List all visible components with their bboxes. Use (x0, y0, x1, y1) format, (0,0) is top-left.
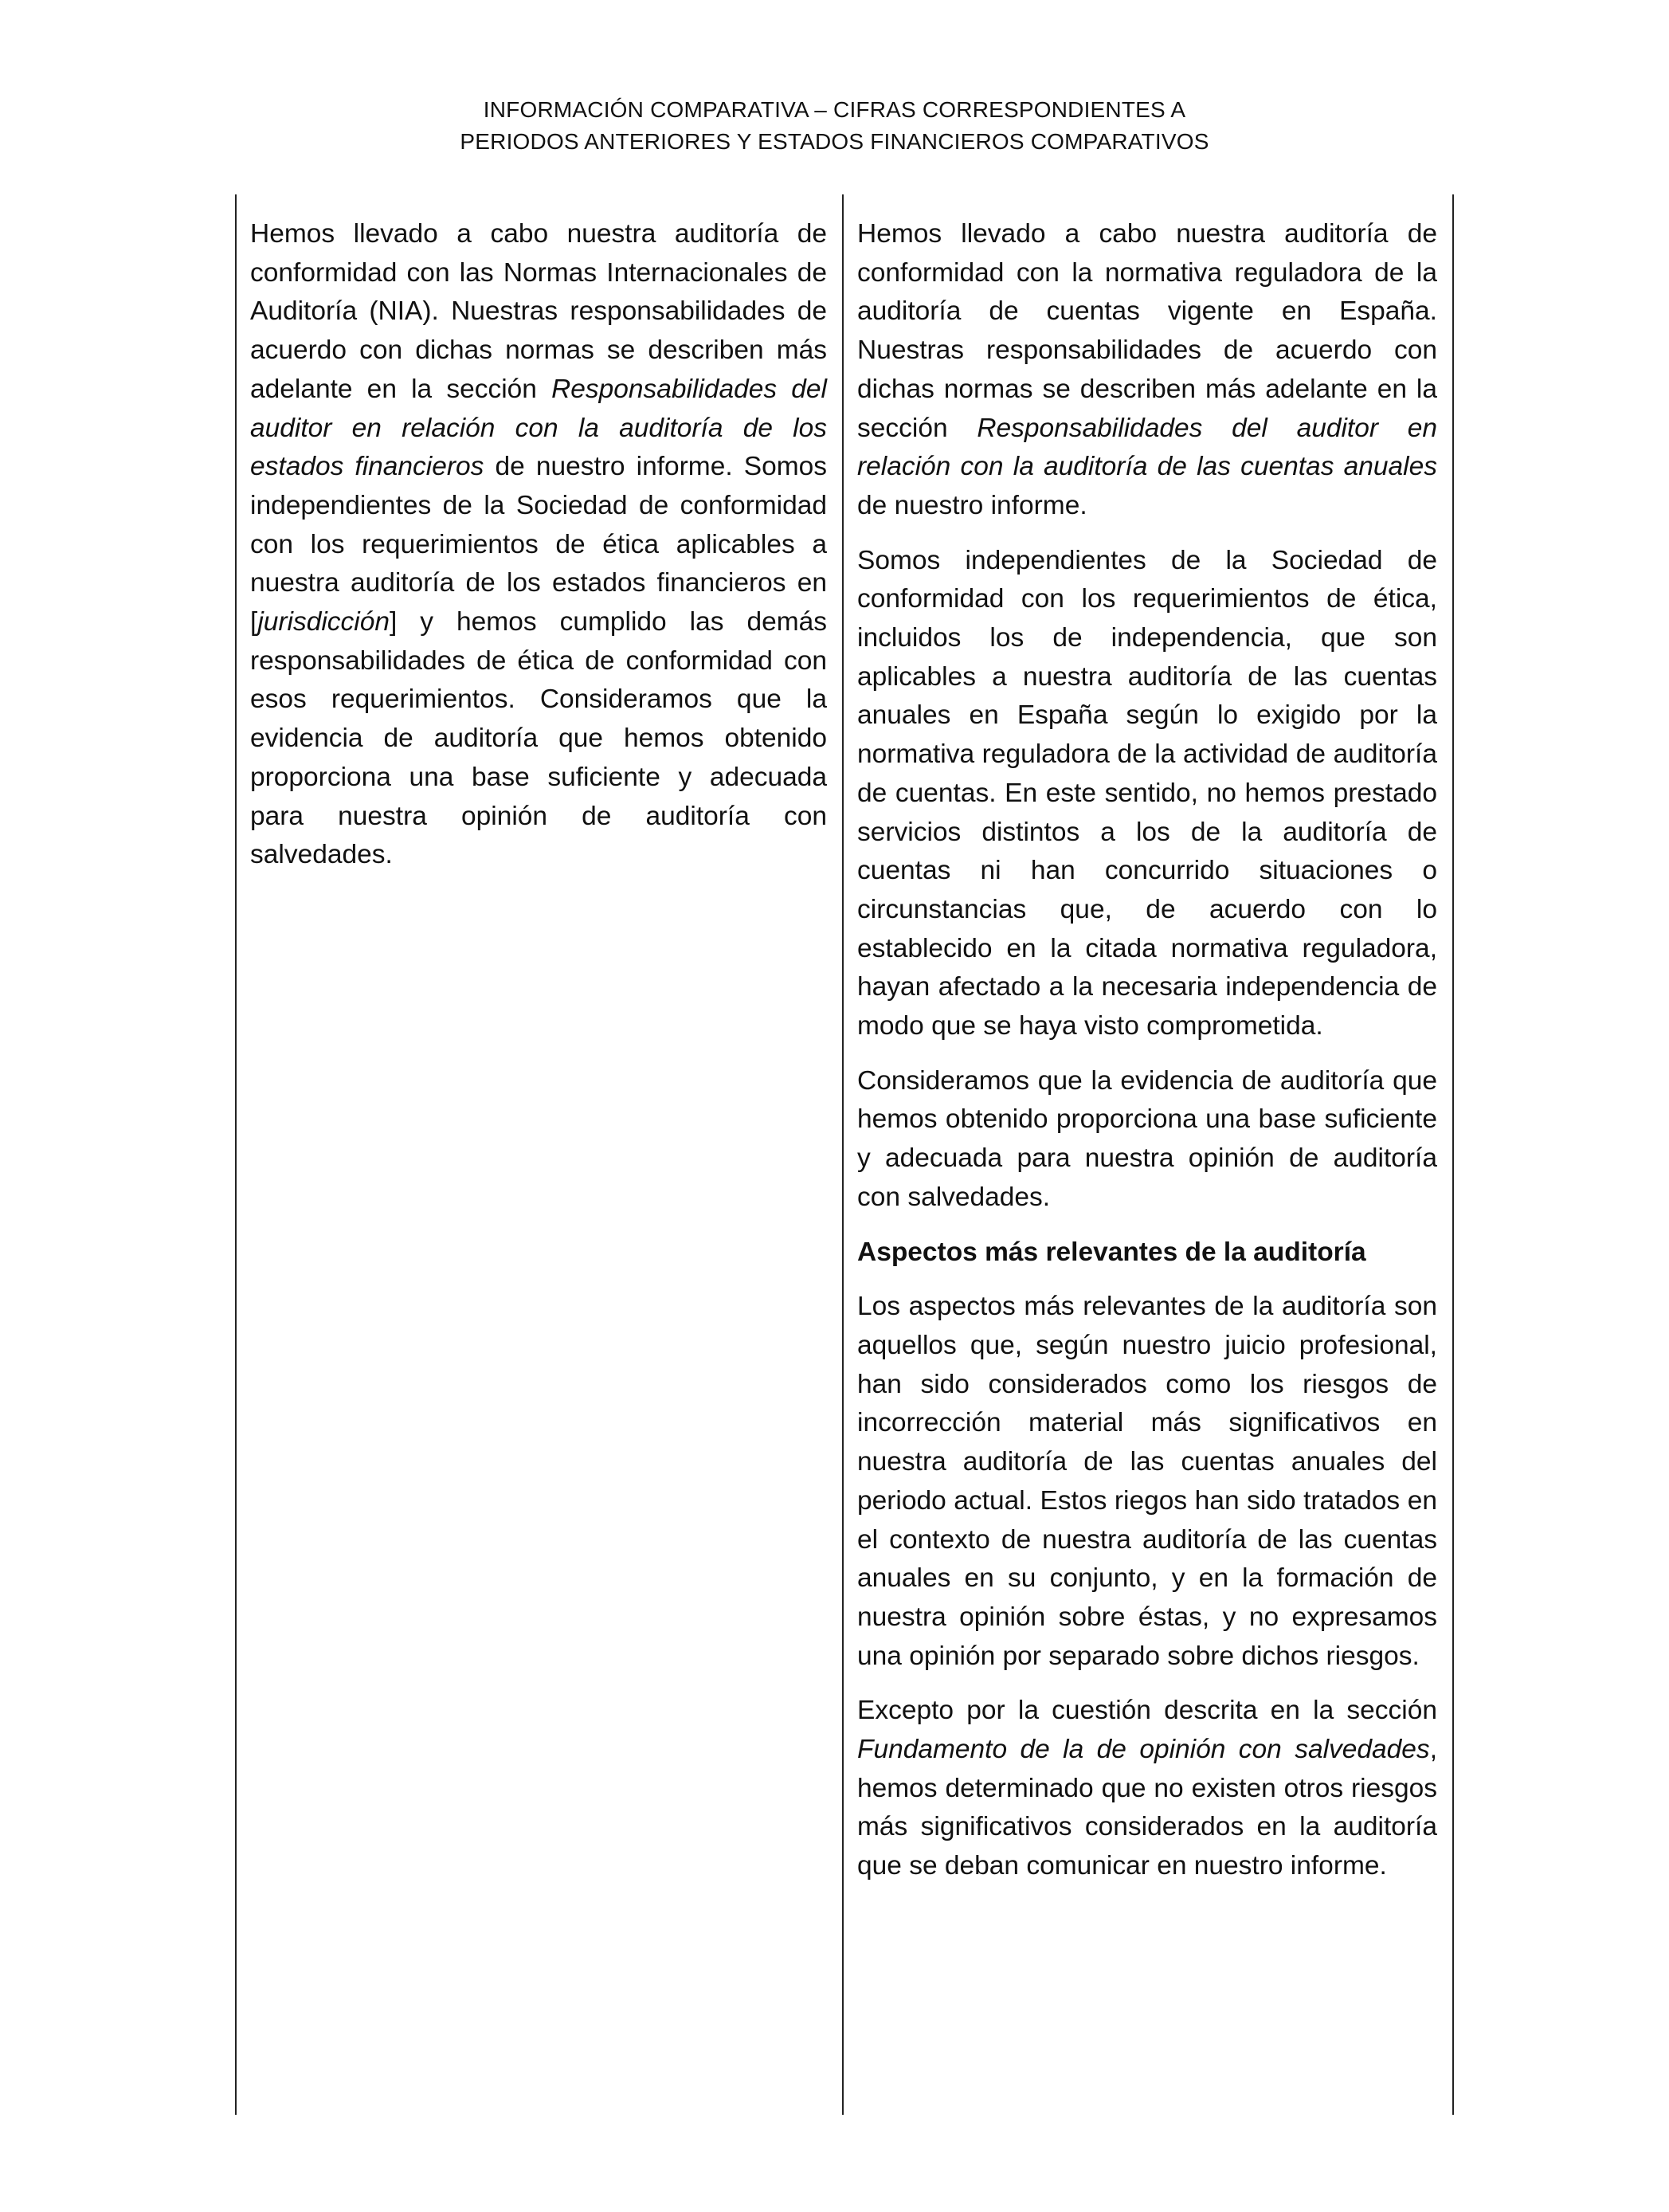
right-p1-text-2: de nuestro informe. (857, 490, 1087, 520)
right-paragraph-4: Los aspectos más relevantes de la auditoría son aquellos que, según nuestro juicio profesional, han sido considerados como los riesgos de incorrección material más significativos en nuestra auditoría de las cuentas anuales del periodo actual. Estos riegos han sido tratados en el contexto de nuestra auditoría de las cuentas anuales en su conjunto, y en la formación de nuestra opinión sobre éstas, y no expresamos una opinión por separado sobre dichos riesgos. (857, 1292, 1437, 1671)
left-p1-text-3: ] y hemos cumplido las demás responsabilidades de ética de conformidad con esos requerimientos. Consideramos que la evidencia de auditoría que hemos obtenido proporciona una base suficiente y adecuada para nuestra opinión de auditoría con salvedades. (250, 607, 827, 870)
left-p1-italic-jurisdiction: jurisdicción (257, 607, 390, 637)
right-paragraph-3: Consideramos que la evidencia de auditoría que hemos obtenido proporciona una base suficiente y adecuada para nuestra opinión de auditoría con salvedades. (857, 1065, 1437, 1212)
right-p5-italic-section: Fundamento de la de opinión con salvedades (857, 1735, 1430, 1765)
table-left-border (235, 194, 237, 2115)
section-heading: Aspectos más relevantes de la auditoría (857, 1237, 1366, 1267)
left-p1-italic-section: Responsabilidades del auditor en relación con la auditoría de los estados financieros (250, 374, 827, 482)
left-column (250, 215, 827, 891)
left-p1-text-2: de nuestro informe. Somos independientes de la Sociedad de conformidad con los requerimientos de ética aplicables a nuestra auditoría de los estados financieros en [ (250, 452, 827, 637)
header-line-1: INFORMACIÓN COMPARATIVA – CIFRAS CORRESPONDIENTES A (483, 97, 1186, 122)
table-right-border (1452, 194, 1454, 2115)
right-paragraph-5 (857, 1692, 1437, 1886)
right-p5-text-2: , hemos determinado que no existen otros riesgos más significativos considerados en la auditoría que se deban comunicar en nuestro informe. (857, 1735, 1437, 1881)
right-paragraph-1 (857, 215, 1437, 526)
right-p5-text-1: Excepto por la cuestión descrita en la sección (857, 1696, 1437, 1726)
right-p1-text-1: Hemos llevado a cabo nuestra auditoría de conformidad con la normativa reguladora de la auditoría de cuentas vigente en España. Nuestras responsabilidades de acuerdo con dichas normas se describen más adelante en la sección (857, 219, 1437, 443)
right-paragraph-2: Somos independientes de la Sociedad de conformidad con los requerimientos de ética, incluidos los de independencia, que son aplicables a nuestra auditoría de las cuentas anuales en España según lo exigido por la normativa reguladora de la actividad de auditoría de cuentas. En este sentido, no hemos prestado servicios distintos a los de la auditoría de cuentas ni han concurrido situaciones o circunstancias que, de acuerdo con lo establecido en la citada normativa reguladora, hayan afectado a la necesaria independencia de modo que se haya visto comprometida. (857, 545, 1437, 1041)
table-column-divider (842, 194, 844, 2115)
left-p1-text-1: Hemos llevado a cabo nuestra auditoría de conformidad con las Normas Internacionales de Auditoría (NIA). Nuestras responsabilidades de acuerdo con dichas normas se describen más adelante en la sección (250, 219, 827, 404)
right-p1-italic-section: Responsabilidades del auditor en relación con la auditoría de las cuentas anuales (857, 413, 1437, 482)
header-line-2: PERIODOS ANTERIORES Y ESTADOS FINANCIEROS COMPARATIVOS (460, 129, 1209, 154)
page-header (0, 94, 1669, 158)
left-paragraph-1 (250, 215, 827, 875)
right-column (857, 215, 1437, 1902)
